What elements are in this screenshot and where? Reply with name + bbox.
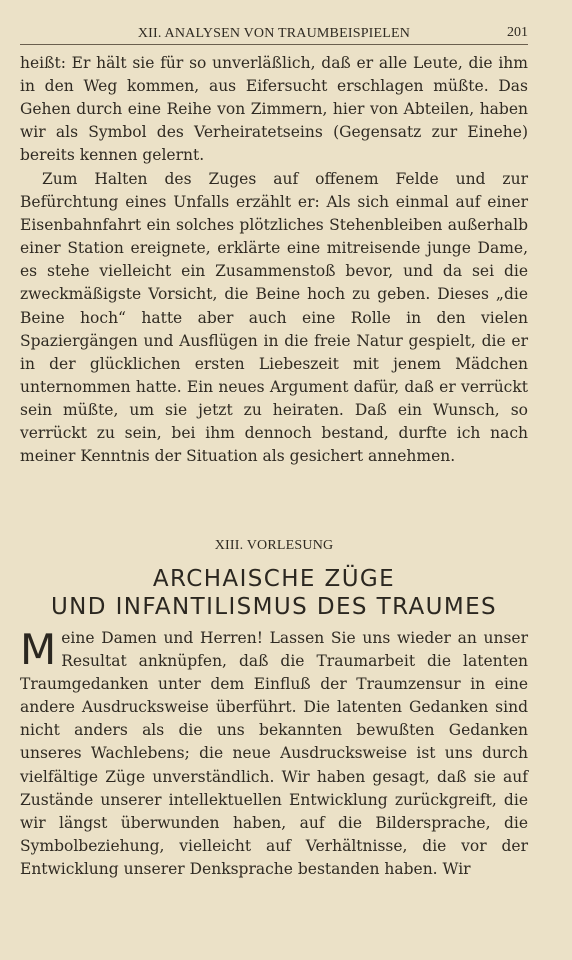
drop-cap: M — [20, 625, 57, 674]
chapter-title-line-1: ARCHAISCHE ZÜGE — [152, 566, 396, 592]
running-head — [20, 24, 528, 45]
chapter-opening-text: eine Damen und Herren! Lassen Sie uns wieder an unser Resultat anknüpfen, daß die Traumarbeit die latenten Traumgedanken unter dem Einfluß der Traumzensur in eine andere Ausdrucksweise überführt. Die latenten Gedanken sind nicht anders als die uns bekannten bewußten Gedanken unseres Wachlebens; die neue Ausdrucksweise ist uns durch vielfältige Züge unverständlich. Wir haben gesagt, daß sie auf Zustände unserer intellektuellen Entwicklung zurückgreift, die wir längst überwunden haben, auf die Bildersprache, die Symbolbeziehung, vielleicht auf Verhältnisse, die vor der Entwicklung unserer Denksprache bestanden haben. Wir — [20, 629, 528, 878]
running-title: XII. ANALYSEN VON TRAUMBEISPIELEN — [137, 26, 411, 41]
page-number: 201 — [507, 25, 528, 40]
chapter-label: XIII. VORLESUNG — [214, 538, 334, 553]
chapter-title-line-2: UND INFANTILISMUS DES TRAUMES — [50, 594, 498, 620]
paragraph-train-stop: Zum Halten des Zuges auf offenem Felde und zur Befürchtung eines Unfalls erzählt er: Als sich einmal auf einer Eisenbahnfahrt ein solches plötzliches Stehenbleiben außerhalb einer Station ereignete, erklärte eine mitreisende junge Dame, es stehe vielleicht ein Zusammenstoß bevor, und da sei die zweckmäßigste Vorsicht, die Beine hoch zu geben. Dieses „die Beine hoch“ hatte aber auch eine Rolle in den vielen Spaziergängen und Ausflügen in die freie Natur gespielt, die er in der glücklichen ersten Liebeszeit mit jenem Mädchen unternommen hatte. Ein neues Argument dafür, daß er verrückt sein müßte, um sie jetzt zu heiraten. Daß ein Wunsch, so verrückt zu sein, bei ihm dennoch bestand, durfte ich nach meiner Kenntnis der Situation als gesichert annehmen. — [20, 170, 528, 466]
chapter-opening-paragraph — [20, 627, 528, 881]
paragraph-continuation: heißt: Er hält sie für so unverläßlich, daß er alle Leute, die ihm in den Weg kommen, aus Eifersucht erschlagen müßte. Das Gehen durch eine Reihe von Zimmern, hier von Abteilen, haben wir als Symbol des Verheiratetseins (Gegensatz zur Einehe) bereits kennen gelernt. — [20, 54, 528, 165]
